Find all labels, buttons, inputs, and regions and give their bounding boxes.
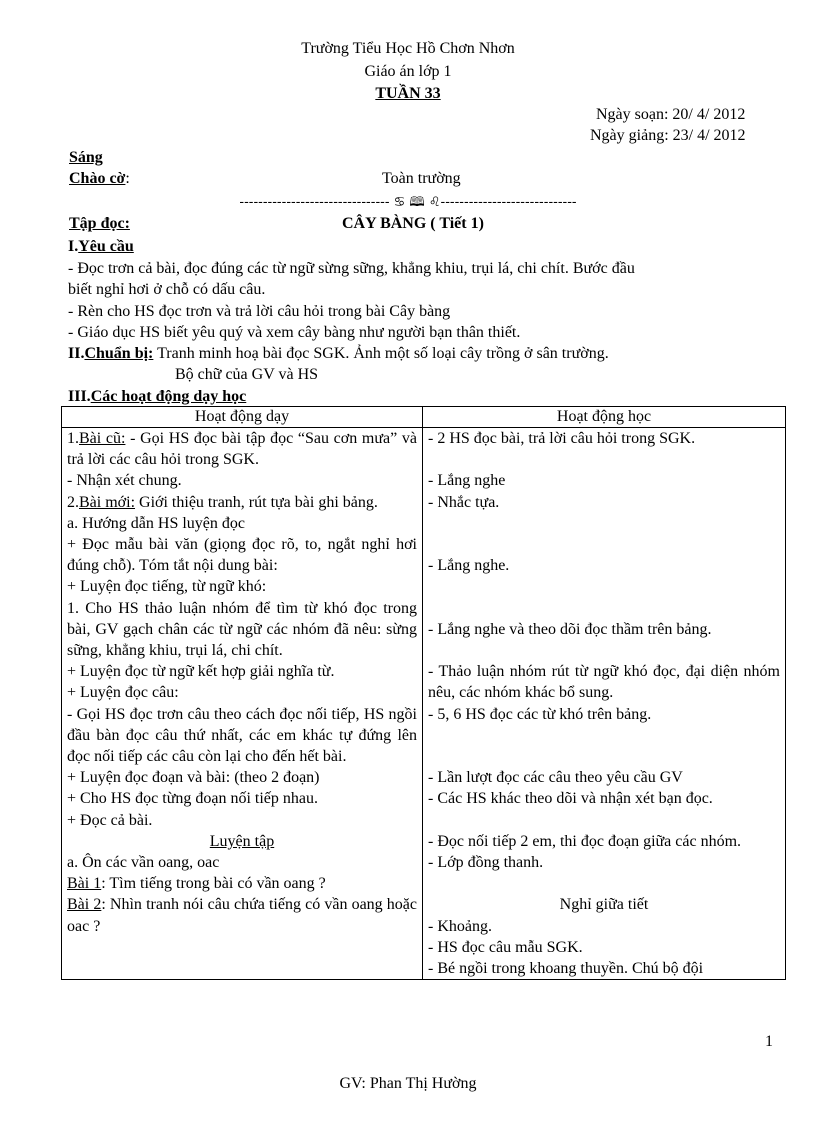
s-row-13: - Lớp đồng thanh.: [428, 853, 544, 871]
t17-rest: : Nhìn tranh nói câu chứa tiếng có vần oang hoặc oac ?: [67, 896, 418, 935]
s-row-2: - Lắng nghe: [428, 472, 506, 490]
s-row-11: - Đọc nối tiếp 2 em, thi đọc đoạn giữa các nhóm.: [428, 832, 742, 850]
section2-heading: [68, 343, 788, 364]
teacher-column: [62, 428, 423, 980]
s-row-5: - Lắng nghe.: [428, 557, 510, 575]
flag-label: Chào cờ: [69, 170, 126, 187]
s-spacer-5: [428, 598, 780, 619]
t-row-7: 1. Cho HS thảo luận nhóm để tìm từ khó đọc trong bài, GV gạch chân các từ ngữ các nhóm đã nêu: sừng sững, khẳng khiu, trụi lá, chi chít.: [67, 599, 417, 660]
s-row-10a: - Lần lượt đọc các câu theo yêu cầu GV: [428, 769, 683, 787]
t-row-10: - Gọi HS đọc trơn câu theo cách đọc nối tiếp, HS ngồi đầu bàn đọc câu thứ nhất, các em khác tự đứng lên đọc nối tiếp các câu còn lại cho đến hết bài.: [67, 705, 417, 766]
t-row-4: a. Hướng dẫn HS luyện đọc: [67, 514, 245, 532]
s-spacer-8: [428, 746, 780, 767]
session-label: Sáng: [69, 149, 103, 166]
s-spacer-2: [428, 513, 780, 534]
section2-text1: Tranh minh hoạ bài đọc SGK. Ảnh một số loại cây trồng ở sân trường.: [153, 345, 609, 362]
t-row-11: + Luyện đọc đoạn và bài: (theo 2 đoạn): [67, 769, 320, 787]
t-row-5: + Đọc mẫu bài văn (giọng đọc rõ, to, ngắt nghỉ hơi đúng chỗ). Tóm tắt nội dung bài:: [67, 536, 417, 575]
lesson-type: Tập đọc:: [69, 215, 130, 232]
col-teacher-header: Hoạt động dạy: [62, 407, 423, 428]
ornament-separator: -------------------------------- ♋ 🕮 ♌-----------------------------: [239, 195, 577, 210]
s-row-8: - 5, 6 HS đọc các từ khó trên bảng.: [428, 705, 652, 723]
t-row-9: + Luyện đọc câu:: [67, 684, 179, 702]
t16-u: Bài 1: [67, 875, 102, 893]
s-row-15: Nghỉ giữa tiết: [559, 896, 649, 914]
section1-heading: [68, 236, 788, 257]
s-row-16: - Khoảng.: [428, 917, 492, 935]
s-spacer-4: [428, 576, 780, 597]
t-row-14: Luyện tập: [209, 832, 275, 850]
section1-num: I.: [68, 238, 79, 255]
s-row-17a: - HS đọc câu mẫu SGK.: [428, 938, 583, 956]
s-row-7b: - Thảo luận nhóm rút từ ngữ khó đọc, đại diện nhóm nêu, các nhóm khác bổ sung.: [428, 663, 780, 702]
s-spacer-10: [428, 873, 780, 894]
t1-rest: - Gọi HS đọc bài tập đọc “Sau cơn mưa” và trả lời các câu hỏi trong SGK.: [67, 430, 417, 469]
prep-date: Ngày soạn: 20/ 4/ 2012: [596, 106, 746, 123]
col-student-header: Hoạt động học: [423, 407, 786, 428]
t-row-12: + Cho HS đọc từng đoạn nối tiếp nhau.: [67, 790, 319, 808]
flag-value: Toàn trường: [382, 170, 461, 187]
section3-title: Các hoạt động dạy học: [90, 388, 247, 405]
s-row-1: - 2 HS đọc bài, trả lời câu hỏi trong SGK.: [428, 430, 696, 447]
t-row-1: [67, 428, 417, 470]
lesson-plan-table: [61, 406, 786, 980]
t1-pre: 1.: [67, 430, 79, 447]
t-row-2: - Nhận xét chung.: [67, 472, 182, 490]
section1-line2: biết nghỉ hơi ở chỗ có dấu câu.: [68, 281, 266, 298]
section2-text2: Bộ chữ của GV và HS: [175, 366, 319, 383]
school-name: Trường Tiểu Học Hồ Chơn Nhơn: [301, 40, 515, 57]
t-row-16: [67, 873, 417, 894]
t1-u: Bài cũ:: [79, 430, 126, 447]
s-row-3: - Nhắc tựa.: [428, 493, 500, 511]
teach-date: Ngày giảng: 23/ 4/ 2012: [590, 127, 746, 144]
s-row-7a: - Lắng nghe và theo dõi đọc thầm trên bảng.: [428, 620, 712, 638]
week-title: TUẦN 33: [375, 85, 441, 102]
s-spacer-9: [428, 810, 780, 831]
s-spacer-1: [428, 449, 780, 470]
t-row-8: + Luyện đọc từ ngữ kết hợp giải nghĩa từ.: [67, 663, 335, 681]
teacher-name: GV: Phan Thị Hường: [339, 1075, 477, 1092]
flag-suffix: :: [125, 170, 130, 187]
t-row-6: + Luyện đọc tiếng, từ ngữ khó:: [67, 578, 267, 596]
t-row-3: [67, 492, 417, 513]
section1-line3: - Rèn cho HS đọc trơn và trả lời câu hỏi trong bài Cây bàng: [68, 303, 451, 320]
t-row-15: a. Ôn các vần oang, oac: [67, 854, 220, 872]
section1-title: Yêu cầu: [78, 238, 134, 255]
t3-pre: 2.: [67, 493, 79, 511]
t3-u: Bài mới:: [79, 493, 136, 511]
s-row-10b: - Các HS khác theo dõi và nhận xét bạn đọc.: [428, 790, 713, 808]
s-spacer-3: [428, 534, 780, 555]
student-column: [423, 428, 786, 980]
section2-title: Chuẩn bị:: [84, 345, 154, 362]
section3-heading: [68, 386, 788, 407]
s-spacer-7: [428, 725, 780, 746]
t3-rest: Giới thiệu tranh, rút tựa bài ghi bảng.: [135, 493, 378, 511]
s-spacer-6: [428, 640, 780, 661]
t-row-13: + Đọc cả bài.: [67, 811, 153, 829]
t16-rest: : Tìm tiếng trong bài có vần oang ?: [101, 875, 326, 893]
section3-num: III.: [68, 388, 91, 405]
lesson-title: CÂY BÀNG ( Tiết 1): [342, 215, 484, 232]
section2-num: II.: [68, 345, 85, 362]
t17-u: Bài 2: [67, 896, 102, 914]
t-row-17: [67, 894, 417, 936]
section1-line1: - Đọc trơn cả bài, đọc đúng các từ ngữ sừng sững, khẳng khiu, trụi lá, chi chít. Bước đầu: [68, 260, 635, 277]
page-number: 1: [765, 1033, 773, 1050]
flag-label-wrap: [69, 170, 130, 188]
s-row-17b: - Bé ngồi trong khoang thuyền. Chú bộ đội: [428, 959, 704, 977]
section1-line4: - Giáo dục HS biết yêu quý và xem cây bàng như người bạn thân thiết.: [68, 324, 521, 341]
subject-line: Giáo án lớp 1: [364, 63, 452, 80]
